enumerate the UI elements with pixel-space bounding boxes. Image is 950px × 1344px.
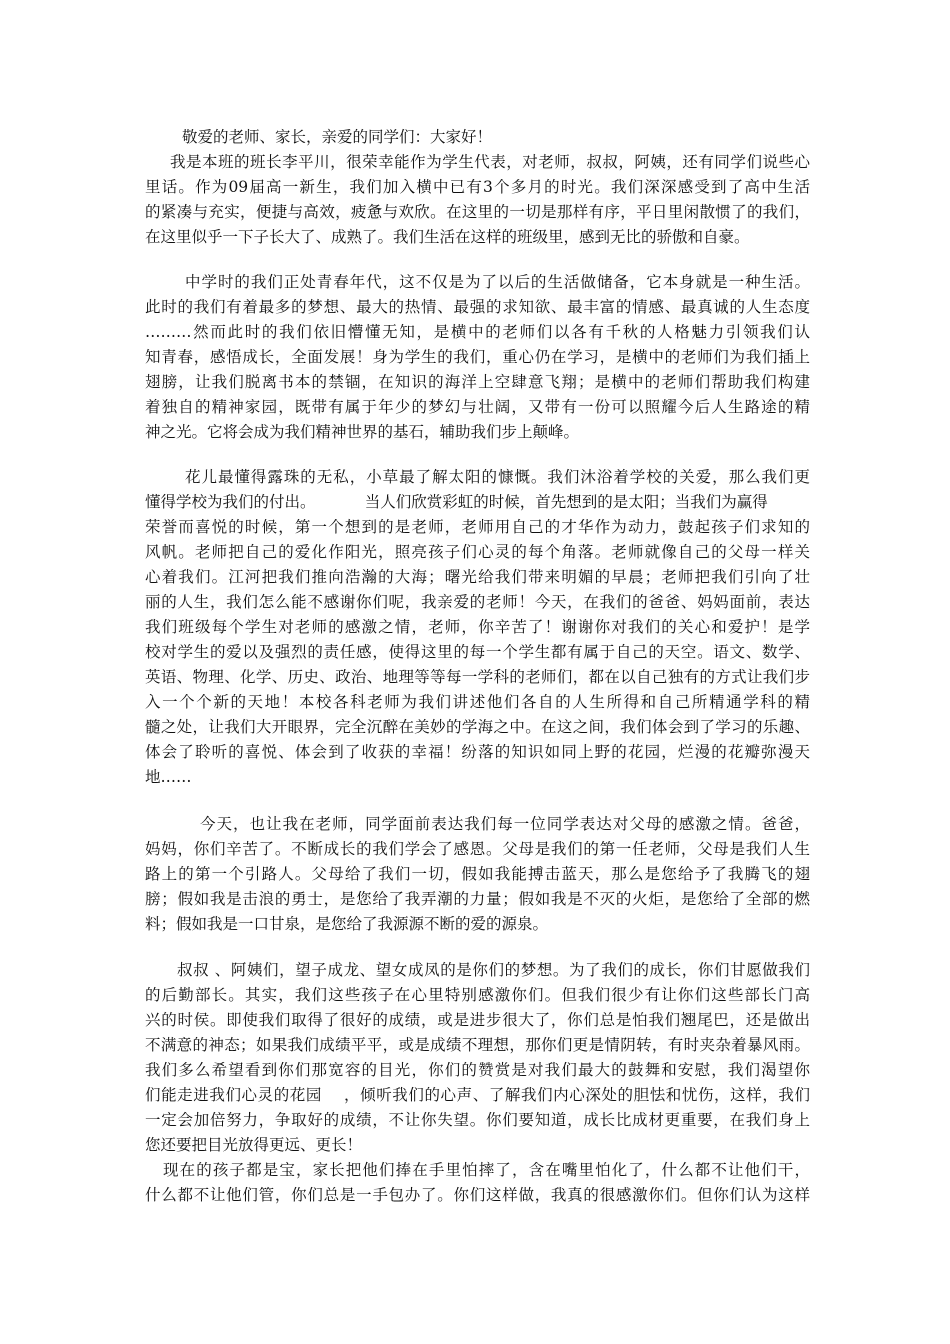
paragraph-line: 的紧凑与充实，便捷与高效，疲惫与欢欣。在这里的一切是那样有序，平日里闲散惯了的我们， — [145, 203, 810, 221]
paragraph-line: 叔叔 、阿姨们，望子成龙、望女成凤的是你们的梦想。为了我们的成长，你们甘愿做我们 — [177, 961, 810, 979]
paragraph-line: 翅膀，让我们脱离书本的禁锢，在知识的海洋上空肆意飞翔；是横中的老师们帮助我们构建 — [145, 373, 810, 391]
paragraph-2 — [145, 270, 810, 445]
paragraph-line: 花儿最懂得露珠的无私，小草最了解太阳的慷慨。我们沐浴着学校的关爱，那么我们更 — [185, 468, 810, 486]
paragraph-line: 路上的第一个引路人。父母给了我们一切，假如我能搏击蓝天，那么是您给予了我腾飞的翅 — [145, 865, 810, 883]
paragraph-line: 什么都不让他们管，你们总是一手包办了。你们这样做，我真的很感激你们。但你们认为这样 — [145, 1186, 810, 1204]
paragraph-4 — [145, 812, 810, 937]
paragraph-line: 我是本班的班长李平川，很荣幸能作为学生代表，对老师，叔叔，阿姨，还有同学们说些心 — [170, 153, 810, 171]
paragraph-line: 里话。作为09届高一新生，我们加入横中已有3个多月的时光。我们深深感受到了高中生活 — [145, 178, 810, 196]
paragraph-line: 一定会加倍努力，争取好的成绩，不让你失望。你们要知道，成长比成材更重要，在我们身上 — [145, 1111, 810, 1129]
paragraph-line: 中学时的我们正处青春年代，这不仅是为了以后的生活做储备，它本身就是一种生活。 — [185, 273, 810, 291]
paragraph-6 — [145, 1158, 810, 1208]
paragraph-line: 知青春，感悟成长，全面发展！身为学生的我们，重心仍在学习，是横中的老师们为我们插上 — [145, 348, 810, 366]
greeting-block — [145, 125, 810, 150]
paragraph-line: 荣誉而喜悦的时候，第一个想到的是老师，老师用自己的才华作为动力，鼓起孩子们求知的 — [145, 518, 810, 536]
paragraph-line: 现在的孩子都是宝，家长把他们捧在手里怕摔了，含在嘴里怕化了，什么都不让他们干， — [163, 1161, 810, 1179]
paragraph-line: 神之光。它将会成为我们精神世界的基石，辅助我们步上颠峰。 — [145, 423, 580, 441]
paragraph-line: 体会了聆听的喜悦、体会到了收获的幸福！纷落的知识如同上野的花园，烂漫的花瓣弥漫天 — [145, 743, 810, 761]
paragraph-line: 兴的时侯。即使我们取得了很好的成绩，或是进步很大了，你们总是怕我们翘尾巴，还是做出 — [145, 1011, 810, 1029]
paragraph-line: 膀；假如我是击浪的勇士，是您给了我弄潮的力量；假如我是不灭的火炬，是您给了全部的燃 — [145, 890, 810, 908]
paragraph-line: 此时的我们有着最多的梦想、最大的热情、最强的求知欲、最丰富的情感、最真诚的人生态度 — [145, 298, 810, 316]
paragraph-line: 在这里似乎一下子长大了、成熟了。我们生活在这样的班级里，感到无比的骄傲和自豪。 — [145, 228, 750, 246]
paragraph-line: 我们班级每个学生对老师的感激之情，老师，你辛苦了！谢谢你对我们的关心和爱护！是学 — [145, 618, 810, 636]
paragraph-line: 您还要把目光放得更远、更长！ — [145, 1136, 363, 1154]
paragraph-line: 的后勤部长。其实，我们这些孩子在心里特别感激你们。但我们很少有让你们这些部长门高 — [145, 986, 810, 1004]
greeting-line: 敬爱的老师、家长，亲爱的同学们：大家好！ — [182, 128, 493, 146]
paragraph-line: 风帆。老师把自己的爱化作阳光，照亮孩子们心灵的每个角落。老师就像自己的父母一样关 — [145, 543, 810, 561]
paragraph-line: 料；假如我是一口甘泉，是您给了我源源不断的爱的源泉。 — [145, 915, 549, 933]
paragraph-line: 入一个个新的天地！本校各科老师为我们讲述他们各自的人生所得和自己所精通学科的精 — [145, 693, 810, 711]
paragraph-line: 不满意的神态；如果我们成绩平平，或是成绩不理想，那你们更是情阴转，有时夹杂着暴风雨。 — [145, 1036, 810, 1054]
paragraph-line: 着独自的精神家园，既带有属于年少的梦幻与壮阔，又带有一份可以照耀今后人生路途的精 — [145, 398, 810, 416]
paragraph-line: 我们多么希望看到你们那宽容的目光，你们的赞赏是对我们最大的鼓舞和安慰，我们渴望你 — [145, 1061, 810, 1079]
paragraph-line: 髓之处，让我们大开眼界，完全沉醉在美妙的学海之中。在这之间，我们体会到了学习的乐趣、 — [145, 718, 810, 736]
paragraph-line: 妈妈，你们辛苦了。不断成长的我们学会了感恩。父母是我们的第一任老师，父母是我们人生 — [145, 840, 810, 858]
paragraph-1 — [145, 150, 810, 250]
paragraph-line: ………然而此时的我们依旧懵懂无知，是横中的老师们以各有千秋的人格魅力引领我们认 — [145, 323, 810, 341]
paragraph-3 — [145, 465, 810, 790]
paragraph-line: 地…… — [145, 768, 192, 786]
paragraph-line: 英语、物理、化学、历史、政治、地理等等每一学科的老师们，都在以自己独有的方式让我们步 — [145, 668, 810, 686]
paragraph-line: 校对学生的爱以及强烈的责任感，使得这里的每一个学生都有属于自己的天空。语文、数学、 — [145, 643, 810, 661]
paragraph-line: 懂得学校为我们的付出。 当人们欣赏彩虹的时候，首先想到的是太阳；当我们为赢得 — [145, 493, 768, 511]
paragraph-line: 丽的人生，我们怎么能不感谢你们呢，我亲爱的老师！今天，在我们的爸爸、妈妈面前，表达 — [145, 593, 810, 611]
paragraph-line: 们能走进我们心灵的花园 ，倾听我们的心声、了解我们内心深处的胆怯和忧伤，这样，我们 — [145, 1086, 810, 1104]
paragraph-line: 今天，也让我在老师，同学面前表达我们每一位同学表达对父母的感激之情。爸爸， — [200, 815, 810, 833]
paragraph-line: 心着我们。江河把我们推向浩瀚的大海；曙光给我们带来明媚的早晨；老师把我们引向了壮 — [145, 568, 810, 586]
paragraph-5 — [145, 958, 810, 1158]
